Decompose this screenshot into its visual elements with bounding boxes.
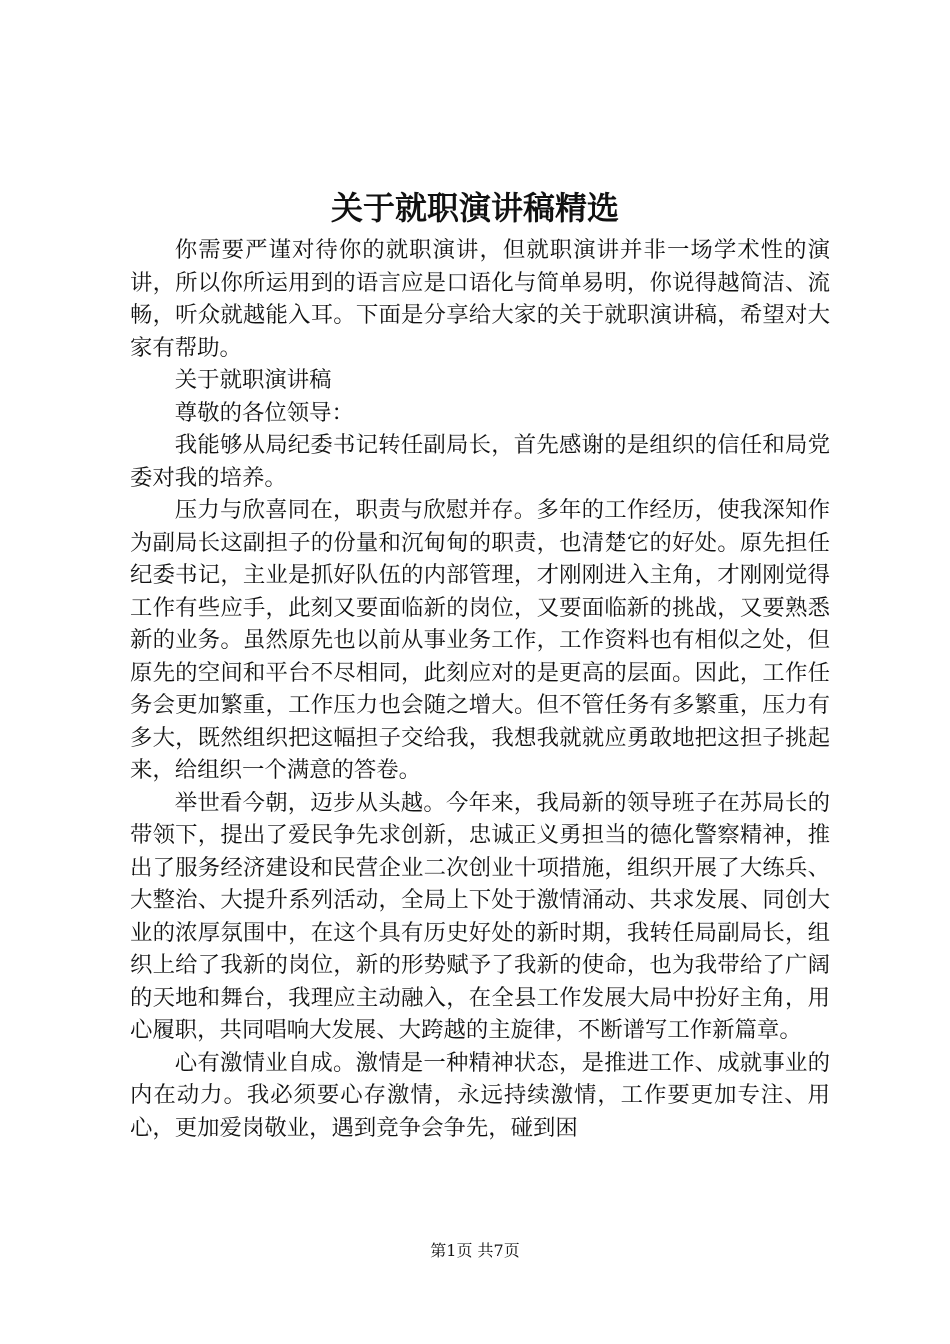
body-paragraph: 心有激情业自成。激情是一种精神状态，是推进工作、成就事业的内在动力。我必须要心存激情，永远持续激情，工作要更加专注、用心，更加爱岗敬业，遇到竞争会争先，碰到困 bbox=[130, 1049, 830, 1141]
body-paragraph: 压力与欣喜同在，职责与欣慰并存。多年的工作经历，使我深知作为副局长这副担子的份量和沉甸甸的职责，也清楚它的好处。原先担任纪委书记，主业是抓好队伍的内部管理，才刚刚进入主角，才刚刚觉得工作有些应手，此刻又要面临新的岗位，又要面临新的挑战，又要熟悉新的业务。虽然原先也以前从事业务工作，工作资料也有相似之处，但原先的空间和平台不尽相同，此刻应对的是更高的层面。因此，工作任务会更加繁重，工作压力也会随之增大。但不管任务有多繁重，压力有多大，既然组织把这幅担子交给我，我想我就就应勇敢地把这担子挑起来，给组织一个满意的答卷。 bbox=[130, 497, 830, 783]
body-paragraph: 我能够从局纪委书记转任副局长，首先感谢的是组织的信任和局党委对我的培养。 bbox=[130, 432, 830, 491]
salutation: 尊敬的各位领导： bbox=[174, 399, 354, 426]
page-footer: 第1页 共7页 bbox=[430, 1241, 520, 1260]
document-body bbox=[130, 234, 830, 1144]
speech-heading: 关于就职演讲稿 bbox=[174, 367, 332, 393]
body-paragraph: 举世看今朝，迈步从头越。今年来，我局新的领导班子在苏局长的带领下，提出了爱民争先求创新，忠诚正义勇担当的德化警察精神，推出了服务经济建设和民营企业二次创业十项措施，组织开展了大练兵、大整治、大提升系列活动，全局上下处于激情涌动、共求发展、同创大业的浓厚氛围中，在这个具有历史好处的新时期，我转任局副局长，组织上给了我新的岗位，新的形势赋予了我新的使命，也为我带给了广阔的天地和舞台，我理应主动融入，在全县工作发展大局中扮好主角，用心履职，共同唱响大发展、大跨越的主旋律，不断谱写工作新篇章。 bbox=[130, 789, 830, 1043]
document-title: 关于就职演讲稿精选 bbox=[330, 189, 619, 227]
intro-paragraph: 你需要严谨对待你的就职演讲，但就职演讲并非一场学术性的演讲，所以你所运用到的语言应是口语化与简单易明，你说得越简洁、流畅，听众就越能入耳。下面是分享给大家的关于就职演讲稿，希望对大家有帮助。 bbox=[130, 237, 830, 361]
